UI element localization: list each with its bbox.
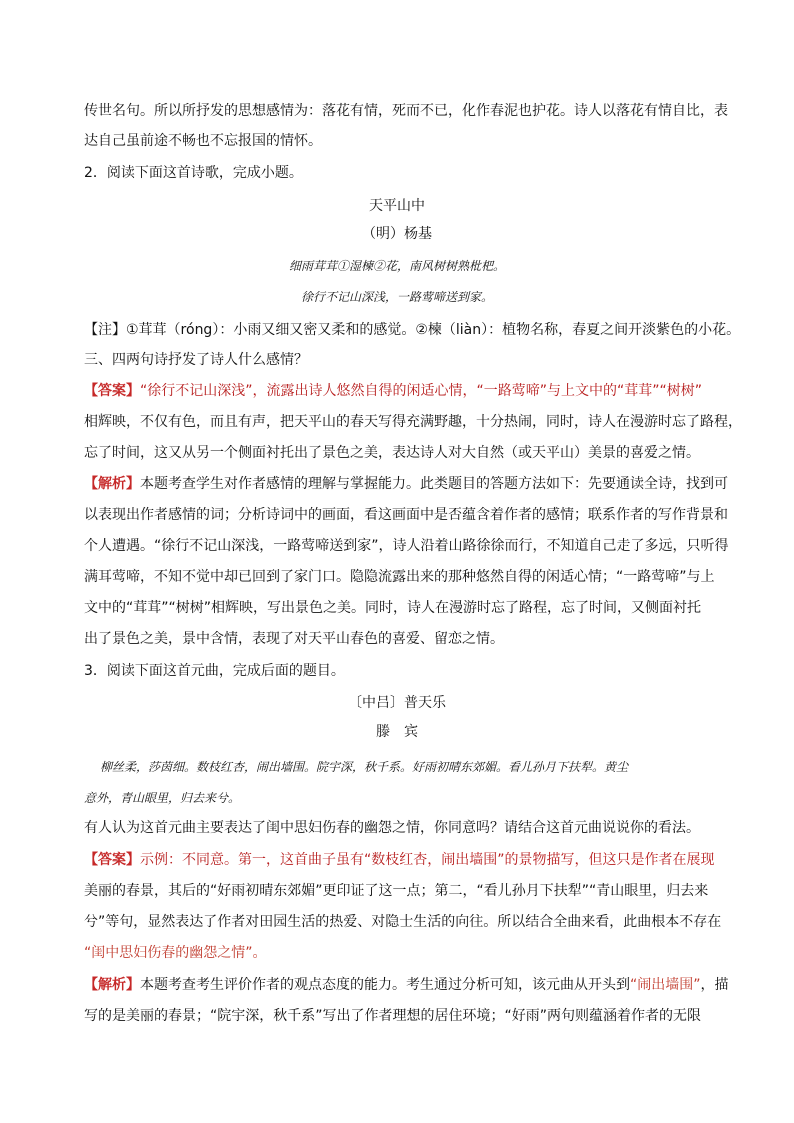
analysis-tag: 【解析】 — [84, 476, 140, 492]
analysis-line — [84, 975, 729, 995]
poem-author: 滕 宾 — [376, 724, 418, 740]
analysis-text: 本题考查学生对作者感情的理解与掌握能力。此类题目的答题方法如下：先要通读全诗，找到可 — [140, 476, 728, 492]
poem-line: 柳丝柔，莎茵细。数枝红杏，闹出墙围。院宇深，秋千系。好雨初晴东郊媚。看儿孙月下扶犁。黄尘 — [100, 760, 629, 774]
analysis-line: 满耳莺啼，不知不觉中却已回到了家门口。隐隐流露出来的那种悠然自得的闲适心情；“一路莺啼”与上 — [84, 569, 715, 585]
poem-line: 徐行不记山深浅，一路莺啼送到家。 — [300, 290, 493, 304]
answer-line: 相辉映，不仅有色，而且有声，把天平山的春天写得充满野趣，十分热闹，同时，诗人在漫游时忘了路程， — [84, 414, 742, 430]
question-text: 有人认为这首元曲主要表达了闺中思妇伤春的幽怨之情，你同意吗？请结合这首元曲说说你的看法。 — [84, 820, 700, 836]
poem-author: （明）杨基 — [362, 226, 432, 242]
poem-note: 【注】①茸茸（róng）：小雨又细又密又柔和的感觉。②楝（liàn）：植物名称，春夏之间开淡紫色的小花。 — [84, 322, 741, 338]
answer-tag: 【答案】 — [84, 852, 140, 868]
question-text: 三、四两句诗抒发了诗人什么感情？ — [84, 352, 308, 368]
analysis-highlight: “闹出墙围” — [630, 977, 701, 993]
analysis-tag: 【解析】 — [84, 977, 140, 993]
text-line: 达自己虽前途不畅也不忘报国的情怀。 — [84, 133, 322, 149]
answer-tag: 【答案】 — [84, 383, 140, 399]
answer-text: “徐行不记山深浅”，流露出诗人悠然自得的闲适心情，“一路莺啼”与上文中的“茸茸”“树树” — [140, 383, 703, 399]
answer-line: “闺中思妇伤春的幽怨之情”。 — [84, 945, 267, 961]
poem-title: 〔中吕〕普天乐 — [348, 695, 446, 711]
poem-line: 意外，青山眼里，归去来兮。 — [84, 791, 241, 805]
analysis-line — [84, 474, 728, 494]
answer-line — [84, 381, 724, 401]
answer-line: 忘了时间，这又从另一个侧面衬托出了景色之美，表达诗人对大自然（或天平山）美景的喜爱之情。 — [84, 445, 700, 461]
answer-line: 美丽的春景，其后的“好雨初晴东郊媚”更印证了这一点；第二，“看儿孙月下扶犁”“青山眼里，归去来 — [84, 883, 709, 899]
analysis-line: 以表现出作者感情的词；分析诗词中的画面，看这画面中是否蕴含着作者的感情；联系作者的写作背景和 — [84, 507, 728, 523]
question-prompt: 2．阅读下面这首诗歌，完成小题。 — [84, 165, 303, 181]
poem-line: 细雨茸茸①湿楝②花，南风树树熟枇杷。 — [288, 259, 505, 273]
text-line: 传世名句。所以所抒发的思想感情为：落花有情，死而不已，化作春泥也护花。诗人以落花有情自比，表 — [84, 103, 728, 119]
question-prompt: 3．阅读下面这首元曲，完成后面的题目。 — [84, 663, 345, 679]
analysis-line: 个人遭遇。“徐行不记山深浅，一路莺啼送到家”，诗人沿着山路徐徐而行，不知道自己走了多远，只听得 — [84, 538, 729, 554]
answer-text: 示例：不同意。第一，这首曲子虽有“数枝红杏，闹出墙围”的景物描写，但这只是作者在展现 — [140, 852, 715, 868]
analysis-line: 出了景色之美，景中含情，表现了对天平山春色的喜爱、留恋之情。 — [84, 631, 504, 647]
poem-title: 天平山中 — [369, 198, 425, 214]
answer-line: 兮”等句，显然表达了作者对田园生活的热爱、对隐士生活的向往。所以结合全曲来看，此曲根本不存在 — [84, 914, 722, 930]
analysis-line: 写的是美丽的春景；“院宇深，秋千系”写出了作者理想的居住环境；“好雨”两句则蕴涵着作者的无限 — [84, 1008, 702, 1024]
analysis-text: ，描 — [700, 977, 729, 993]
analysis-text: 本题考查考生评价作者的观点态度的能力。考生通过分析可知，该元曲从开头到 — [140, 977, 630, 993]
analysis-line: 文中的“茸茸”“树树”相辉映，写出景色之美。同时，诗人在漫游时忘了路程，忘了时间，又侧面衬托 — [84, 600, 702, 616]
answer-line — [84, 850, 724, 870]
